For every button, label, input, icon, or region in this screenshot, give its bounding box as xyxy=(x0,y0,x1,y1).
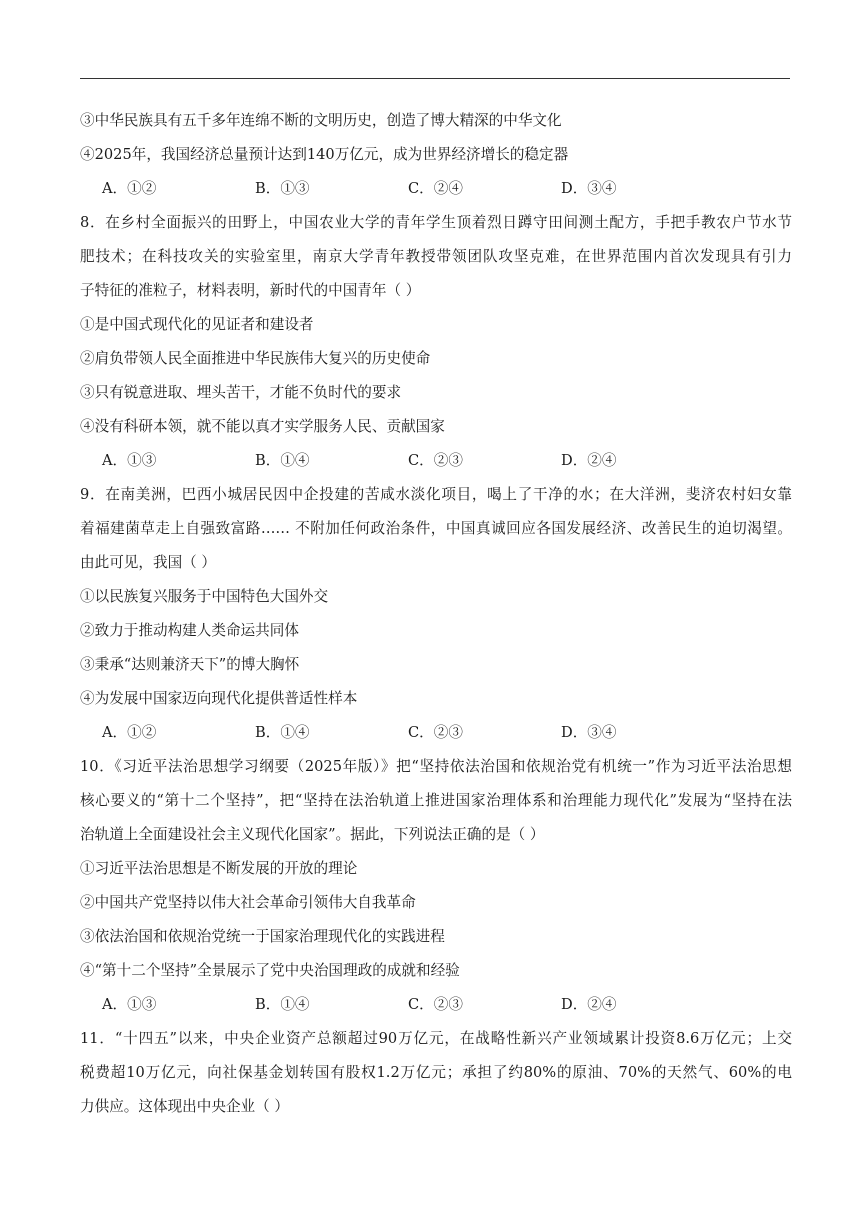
q7-option-b[interactable]: B．①③ xyxy=(255,180,310,197)
q10-option-d[interactable]: D．②④ xyxy=(561,996,617,1013)
q9-option-a[interactable]: A．①② xyxy=(102,724,157,741)
question-9 xyxy=(80,478,792,750)
q9-option-b[interactable]: B．①④ xyxy=(255,724,310,741)
question-8 xyxy=(80,206,792,478)
q8-stem-line-3: 子特征的准粒子，材料表明，新时代的中国青年（ ） xyxy=(80,282,421,299)
q7-option-d[interactable]: D．③④ xyxy=(561,180,617,197)
q9-stem-line-3: 由此可见，我国（ ） xyxy=(80,554,216,571)
q10-item-3: ③依法治国和依规治党统一于国家治理现代化的实践进程 xyxy=(80,928,445,945)
q9-option-d[interactable]: D．③④ xyxy=(561,724,617,741)
q10-stem-line-3: 治轨道上全面建设社会主义现代化国家”。据此，下列说法正确的是（ ） xyxy=(80,826,545,843)
q8-options xyxy=(80,444,792,478)
q8-item-4: ④没有科研本领，就不能以真才实学服务人民、贡献国家 xyxy=(80,418,445,435)
q10-option-a[interactable]: A．①③ xyxy=(102,996,157,1013)
q8-option-a[interactable]: A．①③ xyxy=(102,452,157,469)
question-7 xyxy=(80,104,792,206)
q8-item-1: ①是中国式现代化的见证者和建设者 xyxy=(80,316,314,333)
q9-option-c[interactable]: C．②③ xyxy=(408,724,463,741)
q7-item-3: ③中华民族具有五千多年连绵不断的文明历史，创造了博大精深的中华文化 xyxy=(80,112,562,129)
q9-stem-line-2: 着福建菌草走上自强致富路…… 不附加任何政治条件，中国真诚回应各国发展经济、改善民生的迫切渴望。 xyxy=(80,520,792,537)
q10-stem-line-2: 核心要义的“第十二个坚持”，把“坚持在法治轨道上推进国家治理体系和治理能力现代化”发展为“坚持在法 xyxy=(80,792,792,809)
q8-option-b[interactable]: B．①④ xyxy=(255,452,310,469)
q7-option-a[interactable]: A．①② xyxy=(102,180,157,197)
q10-options xyxy=(80,988,792,1022)
q9-options xyxy=(80,716,792,750)
q11-stem-line-1: 11．“十四五”以来，中央企业资产总额超过90万亿元，在战略性新兴产业领域累计投资8.6万亿元；上交 xyxy=(80,1030,792,1047)
q8-option-d[interactable]: D．②④ xyxy=(561,452,617,469)
q8-stem-line-1: 8．在乡村全面振兴的田野上，中国农业大学的青年学生顶着烈日蹲守田间测土配方，手把手教农户节水节 xyxy=(80,214,792,231)
q8-option-c[interactable]: C．②③ xyxy=(408,452,463,469)
question-10 xyxy=(80,750,792,1022)
header-rule xyxy=(80,78,790,79)
q11-stem-line-3: 力供应。这体现出中央企业（ ） xyxy=(80,1098,289,1115)
q7-item-4: ④2025年，我国经济总量预计达到140万亿元，成为世界经济增长的稳定器 xyxy=(80,146,569,163)
q10-item-1: ①习近平法治思想是不断发展的开放的理论 xyxy=(80,860,358,877)
q7-option-c[interactable]: C．②④ xyxy=(408,180,463,197)
question-11 xyxy=(80,1022,792,1124)
q9-item-4: ④为发展中国家迈向现代化提供普适性样本 xyxy=(80,690,358,707)
q8-item-3: ③只有锐意进取、埋头苦干，才能不负时代的要求 xyxy=(80,384,402,401)
q9-item-1: ①以民族复兴服务于中国特色大国外交 xyxy=(80,588,329,605)
q10-option-c[interactable]: C．②③ xyxy=(408,996,463,1013)
q10-item-4: ④“第十二个坚持”全景展示了党中央治国理政的成就和经验 xyxy=(80,962,460,979)
q10-option-b[interactable]: B．①④ xyxy=(255,996,310,1013)
q9-item-3: ③秉承“达则兼济天下”的博大胸怀 xyxy=(80,656,300,673)
q9-stem-line-1: 9．在南美洲，巴西小城居民因中企投建的苦咸水淡化项目，喝上了干净的水；在大洋洲，斐济农村妇女靠 xyxy=(80,486,792,503)
q10-item-2: ②中国共产党坚持以伟大社会革命引领伟大自我革命 xyxy=(80,894,416,911)
q11-stem-line-2: 税费超10万亿元，向社保基金划转国有股权1.2万亿元；承担了约80%的原油、70%的天然气、60%的电 xyxy=(80,1064,792,1081)
q10-stem-line-1: 10．《习近平法治思想学习纲要（2025年版）》把“坚持依法治国和依规治党有机统一”作为习近平法治思想 xyxy=(80,758,792,775)
q8-item-2: ②肩负带领人民全面推进中华民族伟大复兴的历史使命 xyxy=(80,350,431,367)
q9-item-2: ②致力于推动构建人类命运共同体 xyxy=(80,622,299,639)
q8-stem-line-2: 肥技术；在科技攻关的实验室里，南京大学青年教授带领团队攻坚克难，在世界范围内首次发现具有引力 xyxy=(80,248,792,265)
exam-page-content xyxy=(80,104,792,1124)
q7-options xyxy=(80,172,792,206)
